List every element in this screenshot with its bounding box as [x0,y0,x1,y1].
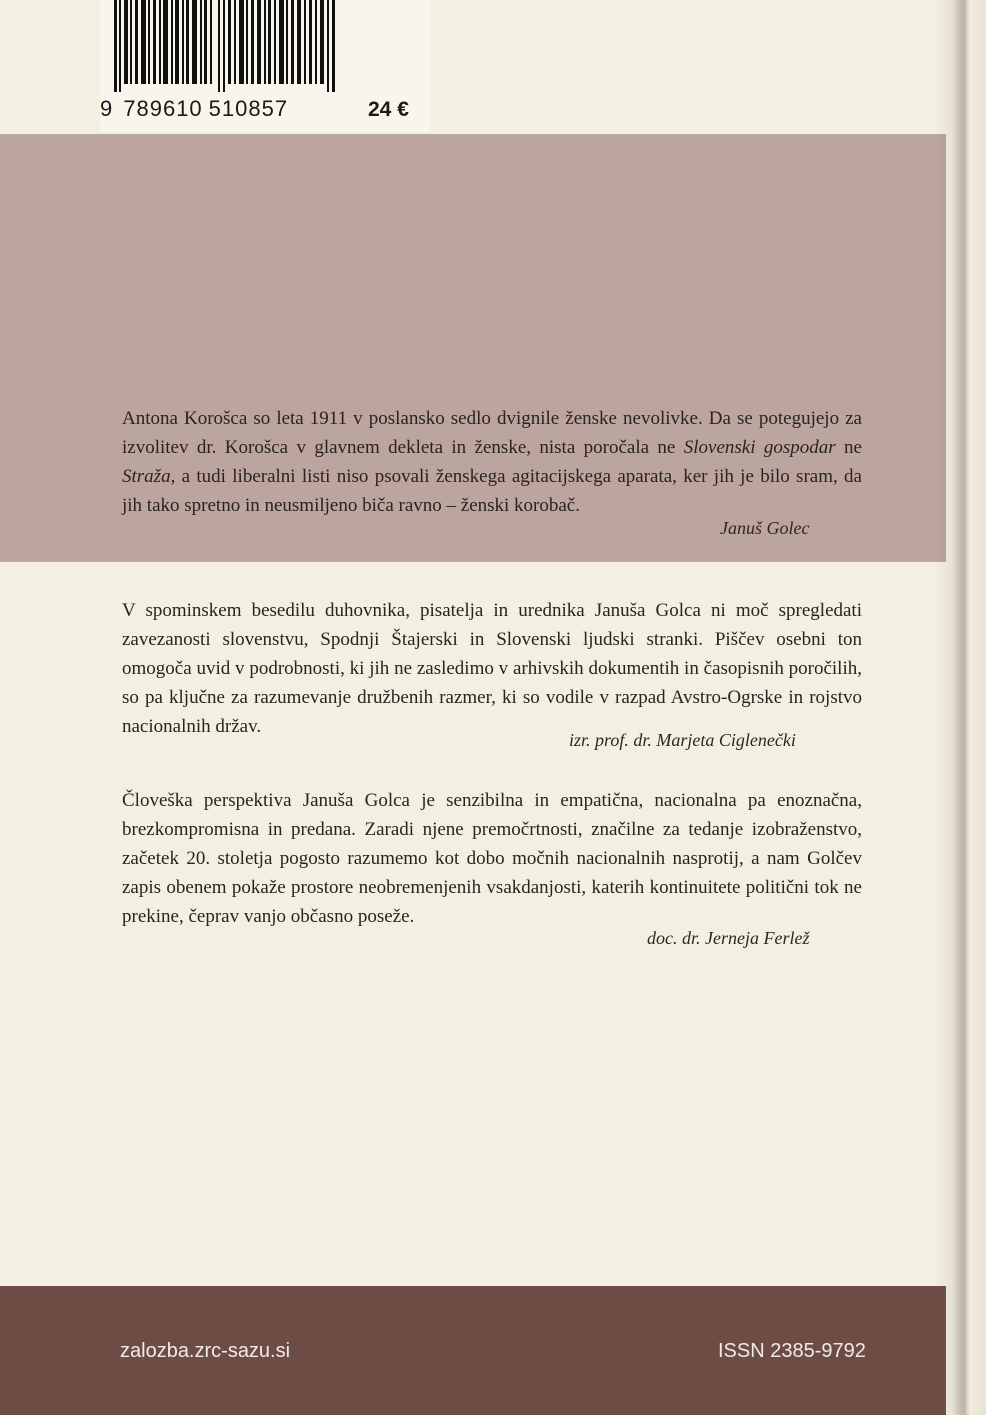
price-label: 24 € [368,98,409,121]
quote-text-part2: ne [835,437,862,458]
quote-italic-newspaper-1: Slovenski gospodar [683,437,836,458]
review-paragraph-2: Človeška perspektiva Januša Golca je senzibilna in empatična, nacionalna pa enoznačna, brezkompromisna in predana. Zaradi njene premočrtnosti, značilne za tedanje izobraženstvo, začetek 20. stoletja pogosto razumemo kot dobo močnih nacionalnih nasprotij, a nam Golčev zapis obenem pokaže prostore neobremenjenih vsakdanjosti, katerih kontinuitete politični tok ne prekine, čeprav vanjo občasno poseže. [122,790,862,927]
isbn-digits [100,96,288,122]
quote-text-part1: Antona Korošca so leta 1911 v poslansko sedlo dvignile ženske nevolivke. Da se potegujejo za izvolitev dr. Korošca v glavnem dekleta in ženske, nista poročala ne [122,408,862,458]
isbn-group-2: 510857 [208,96,289,121]
quote-author: Januš Golec [720,518,810,538]
quote-text [122,404,862,520]
isbn-group-1: 789610 [123,96,203,121]
barcode-bars [114,0,338,92]
review-paragraph-1: V spominskem besedilu duhovnika, pisatelja in urednika Januša Golca ni moč spregledati zavezanosti slovenstvu, Spodnji Štajerski in Slovenski ljudski stranki. Piščev osebni ton omogoča uvid v podrobnosti, ki jih ne zasledimo v arhivskih dokumentih in časopisnih poročilih, so pa ključne za razumevanje družbenih razmer, ki so vodile v razpad Avstro-Ogrske in rojstvo nacionalnih držav. [122,600,862,737]
isbn-lead-digit: 9 [100,96,114,121]
quote-italic-newspaper-2: Straža [122,466,171,487]
review-author-2: doc. dr. Jerneja Ferlež [647,928,810,948]
spine-crease [964,0,966,1415]
issn-label: ISSN 2385-9792 [718,1340,866,1362]
author-quote [122,404,862,520]
quote-text-part3: , a tudi liberalni listi niso psovali ženskega agitacijskega aparata, ker jih je bilo sram, da jih tako spretno in neusmiljeno biča ravno – ženski korobač. [122,466,862,516]
barcode-area [100,0,430,132]
review-author-1: izr. prof. dr. Marjeta Ciglenečki [569,730,796,750]
publisher-website: zalozba.zrc-sazu.si [120,1340,291,1362]
